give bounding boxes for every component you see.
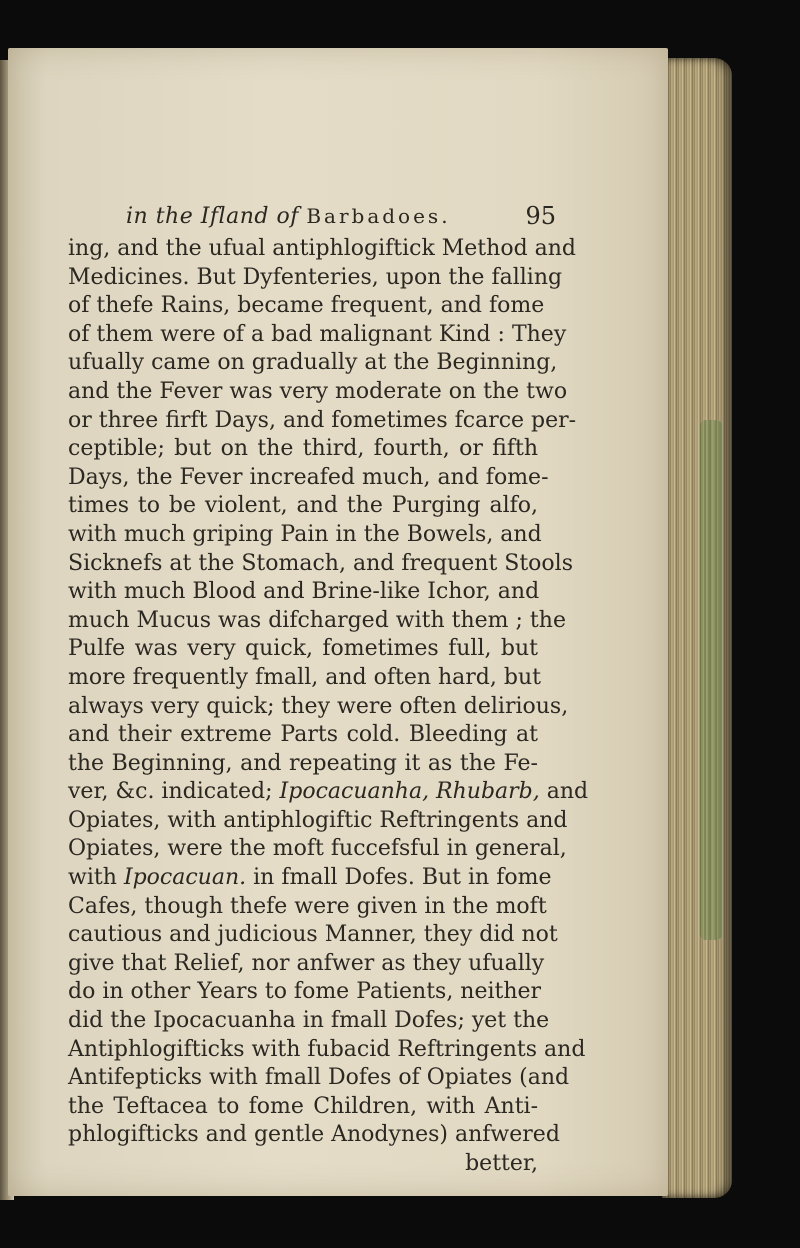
text-line: give that Relief, nor anfwer as they ufually: [68, 950, 545, 976]
fore-edge-stain: [700, 420, 722, 940]
text-line: Opiates, with antiphlogiftic Reftringents and: [68, 807, 568, 833]
text-line: phlogifticks and gentle Anodynes) anfwered: [68, 1122, 560, 1148]
text-run-italic: Ipocacuan.: [123, 865, 247, 891]
text-line: the Beginning, and repeating it as the Fe-: [68, 750, 538, 776]
text-line: Cafes, though thefe were given in the moft: [68, 893, 547, 919]
text-line: times to be violent, and the Purging alfo,: [68, 493, 538, 519]
text-run: with: [68, 865, 117, 891]
text-line: cautious and judicious Manner, they did not: [68, 922, 558, 948]
text-line: always very quick; they were often delirious,: [68, 693, 569, 719]
text-line: ing, and the ufual antiphlogiftick Method and: [68, 236, 577, 261]
running-title-place: Barbadoes.: [306, 204, 451, 228]
text-line: and their extreme Parts cold. Bleeding at: [68, 722, 538, 748]
catchword: better,: [465, 1151, 538, 1176]
text-line: Opiates, were the moft fuccefsful in general,: [68, 836, 567, 862]
text-line: more frequently fmall, and often hard, but: [68, 664, 541, 690]
text-line: the Teftacea to fome Children, with Anti-: [68, 1093, 538, 1119]
running-title: [126, 204, 451, 229]
text-line: with much Blood and Brine-like Ichor, and: [68, 579, 540, 605]
text-line-mixed: [68, 864, 552, 893]
text-line: and the Fever was very moderate on the two: [68, 378, 568, 404]
text-run: ver, &c. indicated;: [68, 779, 273, 805]
text-line: did the Ipocacuanha in fmall Dofes; yet the: [68, 1008, 550, 1034]
text-line: Sicknefs at the Stomach, and frequent Stools: [68, 550, 574, 576]
text-line: Antiphlogifticks with fubacid Reftringents and: [68, 1036, 586, 1062]
text-line: Days, the Fever increafed much, and fome-: [68, 464, 549, 490]
book-page: [8, 48, 668, 1196]
running-header: [126, 202, 556, 236]
body-text: [68, 235, 589, 1179]
running-title-prefix: in the Ifland of: [126, 204, 299, 229]
text-line: much Mucus was difcharged with them ; the: [68, 607, 566, 633]
text-line: or three firft Days, and fometimes fcarce per-: [68, 407, 577, 433]
text-run: and: [546, 779, 589, 805]
text-line: of them were of a bad malignant Kind : They: [68, 321, 567, 347]
text-line: do in other Years to fome Patients, neither: [68, 979, 542, 1005]
text-line: of thefe Rains, became frequent, and fome: [68, 293, 545, 319]
page-number: 95: [525, 202, 556, 230]
text-line: ceptible; but on the third, fourth, or fifth: [68, 436, 538, 462]
text-line: Pulfe was very quick, fometimes full, but: [68, 636, 538, 662]
text-line: with much griping Pain in the Bowels, and: [68, 521, 542, 547]
text-run-italic: Ipocacuanha, Rhubarb,: [279, 779, 540, 805]
text-line: Antifepticks with fmall Dofes of Opiates (and: [68, 1065, 570, 1091]
text-line: Medicines. But Dyfenteries, upon the falling: [68, 264, 563, 290]
text-run: in fmall Dofes. But in fome: [253, 865, 552, 891]
text-line: ufually came on gradually at the Beginning,: [68, 350, 558, 376]
text-line-mixed: [68, 778, 589, 807]
